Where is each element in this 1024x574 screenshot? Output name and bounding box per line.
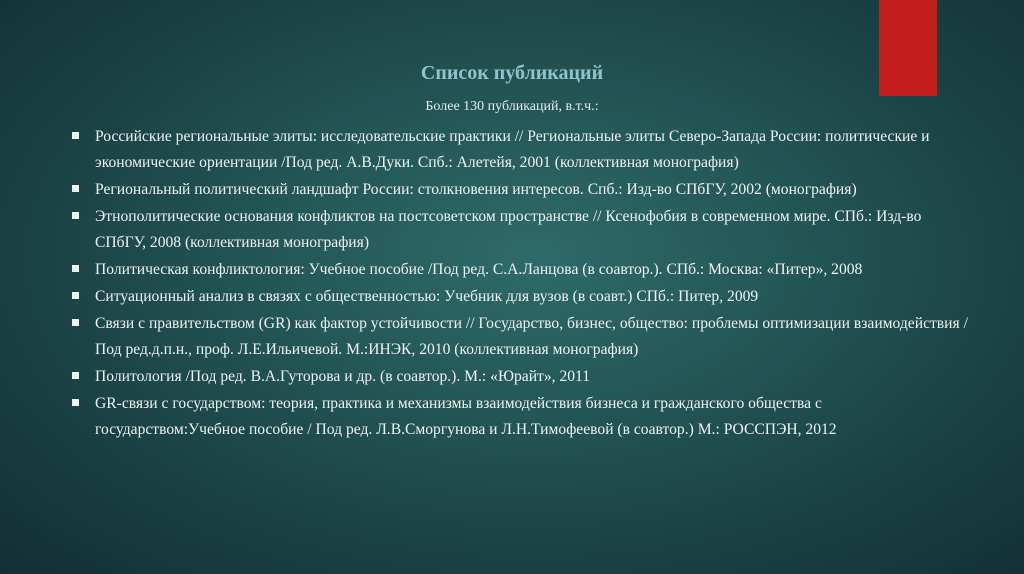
publication-text: Связи с правительством (GR) как фактор устойчивости // Государство, бизнес, общество: проблемы оптимизации взаимодействия / Под ред.д.п.н., проф. Л.Е.Ильичевой. М.:ИНЭК, 2010 (коллективная монография)	[95, 315, 968, 358]
publication-text: Ситуационный анализ в связях с общественностью: Учебник для вузов (в соавт.) СПб.: Питер, 2009	[95, 288, 759, 305]
publication-list	[72, 124, 972, 444]
publication-item	[72, 177, 972, 203]
publication-item	[72, 204, 972, 256]
publication-text: Политическая конфликтология: Учебное пособие /Под ред. С.А.Ланцова (в соавтор.). СПб.: Москва: «Питер», 2008	[95, 261, 863, 278]
publication-item	[72, 311, 972, 363]
publication-text: GR-связи с государством: теория, практика и механизмы взаимодействия бизнеса и гражданского общества с государством:Учебное пособие / Под ред. Л.В.Сморгунова и Л.Н.Тимофеевой (в соавтор.) М.: РОССПЭН, 2012	[95, 395, 837, 438]
square-bullet-icon	[72, 185, 79, 192]
square-bullet-icon	[72, 132, 79, 139]
publication-item	[72, 257, 972, 283]
publication-text: Региональный политический ландшафт России: столкновения интересов. Спб.: Изд-во СПбГУ, 2002 (монография)	[95, 181, 857, 198]
publication-item	[72, 391, 972, 443]
publication-text: Этнополитические основания конфликтов на постсоветском пространстве // Ксенофобия в современном мире. СПб.: Изд-во СПбГУ, 2008 (коллективная монография)	[95, 208, 922, 251]
slide-subtitle: Более 130 публикаций, в.т.ч.:	[425, 99, 599, 114]
publication-item	[72, 284, 972, 310]
publication-item	[72, 364, 972, 390]
square-bullet-icon	[72, 319, 79, 326]
publication-text: Политология /Под ред. В.А.Гуторова и др. (в соавтор.). М.: «Юрайт», 2011	[95, 368, 591, 385]
publication-text: Российские региональные элиты: исследовательские практики // Региональные элиты Северо-Запада России: политические и экономические ориентации /Под ред. А.В.Дуки. Спб.: Алетейя, 2001 (коллективная монография)	[95, 128, 930, 171]
square-bullet-icon	[72, 399, 79, 406]
square-bullet-icon	[72, 212, 79, 219]
square-bullet-icon	[72, 265, 79, 272]
slide-title: Список публикаций	[420, 62, 604, 84]
publication-item	[72, 124, 972, 176]
square-bullet-icon	[72, 372, 79, 379]
square-bullet-icon	[72, 292, 79, 299]
